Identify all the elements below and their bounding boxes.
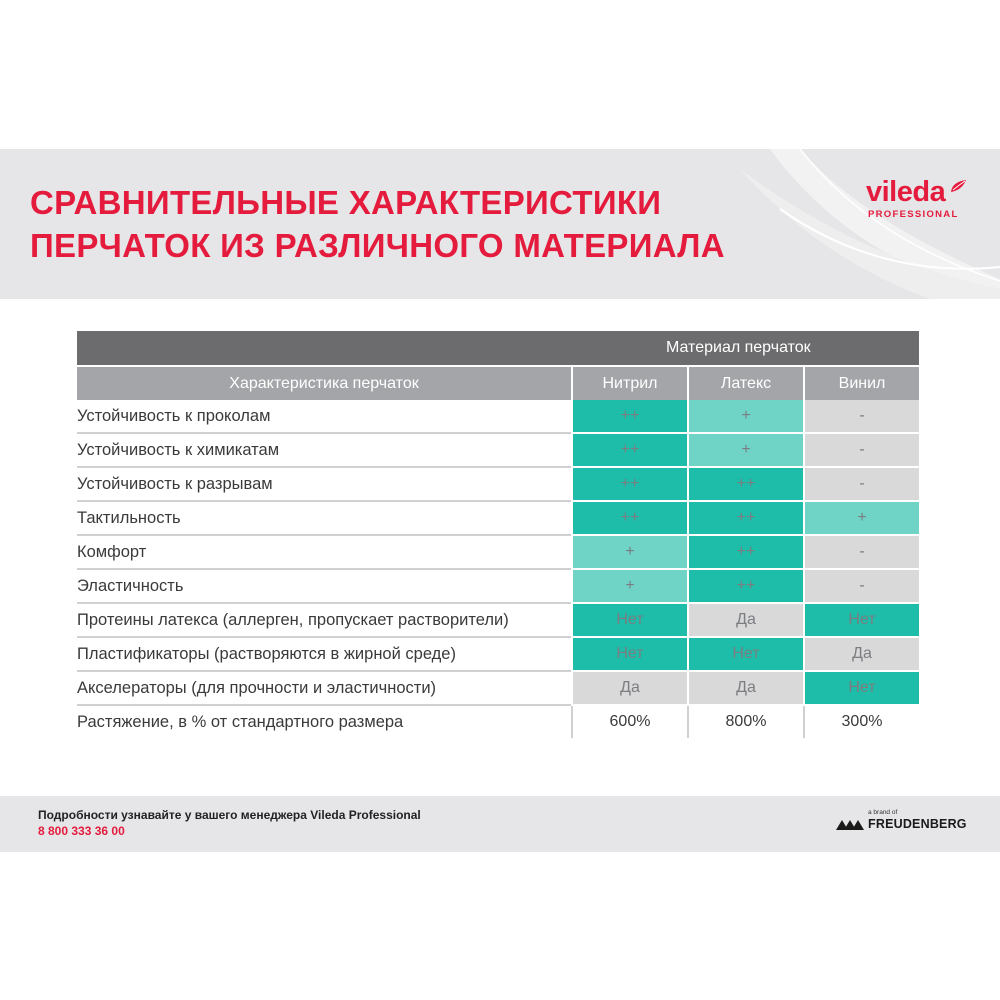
brand-of-label: a brand of (868, 809, 898, 816)
cell-nitrile: ++ (571, 468, 687, 502)
row-label: Устойчивость к химикатам (77, 434, 571, 468)
table-row (77, 706, 919, 738)
cell-latex: 800% (687, 706, 803, 738)
cell-nitrile: Да (571, 672, 687, 706)
cell-latex: ++ (687, 536, 803, 570)
vileda-logo (866, 177, 970, 225)
row-label: Пластификаторы (растворяются в жирной среде) (77, 638, 571, 672)
cell-vinyl: Нет (803, 672, 919, 706)
table-row (77, 400, 919, 434)
cell-nitrile: ++ (571, 400, 687, 434)
table-row (77, 672, 919, 706)
page-title (30, 181, 725, 267)
table-row (77, 570, 919, 604)
vileda-leaf-icon (950, 179, 968, 193)
row-label: Тактильность (77, 502, 571, 536)
cell-vinyl: - (803, 400, 919, 434)
freudenberg-logo-icon (836, 819, 864, 831)
cell-latex: ++ (687, 502, 803, 536)
cell-latex: Нет (687, 638, 803, 672)
footer-info-text: Подробности узнавайте у вашего менеджера Vileda Professional (38, 808, 421, 822)
cell-nitrile: + (571, 570, 687, 604)
table-row (77, 536, 919, 570)
cell-vinyl: 300% (803, 706, 919, 738)
cell-nitrile: + (571, 536, 687, 570)
header-banner (0, 149, 1000, 299)
row-label: Акселераторы (для прочности и эластичности) (77, 672, 571, 706)
cell-nitrile: ++ (571, 434, 687, 468)
column-header-nitrile: Нитрил (571, 365, 687, 400)
cell-latex: + (687, 434, 803, 468)
cell-latex: + (687, 400, 803, 434)
table-row (77, 604, 919, 638)
row-label: Комфорт (77, 536, 571, 570)
cell-latex: ++ (687, 468, 803, 502)
cell-vinyl: Нет (803, 604, 919, 638)
cell-vinyl: - (803, 536, 919, 570)
row-label: Устойчивость к разрывам (77, 468, 571, 502)
cell-latex: Да (687, 672, 803, 706)
column-header-vinyl: Винил (803, 365, 919, 400)
cell-latex: Да (687, 604, 803, 638)
comparison-table (77, 331, 919, 738)
table-body (77, 400, 919, 738)
material-group-header: Материал перчаток (571, 331, 919, 365)
row-label: Устойчивость к проколам (77, 400, 571, 434)
table-corner-cell (77, 331, 571, 365)
table-row (77, 638, 919, 672)
row-label: Растяжение, в % от стандартного размера (77, 712, 404, 731)
table-row (77, 434, 919, 468)
table-row (77, 468, 919, 502)
cell-vinyl: + (803, 502, 919, 536)
freudenberg-name: FREUDENBERG (868, 817, 967, 831)
column-header-latex: Латекс (687, 365, 803, 400)
cell-vinyl: - (803, 434, 919, 468)
cell-nitrile: Нет (571, 604, 687, 638)
cell-vinyl: Да (803, 638, 919, 672)
cell-vinyl: - (803, 570, 919, 604)
cell-latex: ++ (687, 570, 803, 604)
table-group-header-row (77, 331, 919, 365)
footer-phone: 8 800 333 36 00 (38, 824, 125, 838)
cell-nitrile: 600% (571, 706, 687, 738)
title-line-1: СРАВНИТЕЛЬНЫЕ ХАРАКТЕРИСТИКИ (30, 184, 662, 221)
cell-nitrile: Нет (571, 638, 687, 672)
row-label: Протеины латекса (аллерген, пропускает растворители) (77, 604, 571, 638)
cell-vinyl: - (803, 468, 919, 502)
characteristic-column-header: Характеристика перчаток (77, 365, 571, 400)
table-header-row (77, 365, 919, 400)
logo-subtitle: PROFESSIONAL (868, 209, 959, 220)
row-label: Эластичность (77, 570, 571, 604)
logo-word: vileda (866, 176, 946, 208)
footer-bar (0, 796, 1000, 852)
title-line-2: ПЕРЧАТОК ИЗ РАЗЛИЧНОГО МАТЕРИАЛА (30, 227, 725, 264)
table-row (77, 502, 919, 536)
cell-nitrile: ++ (571, 502, 687, 536)
